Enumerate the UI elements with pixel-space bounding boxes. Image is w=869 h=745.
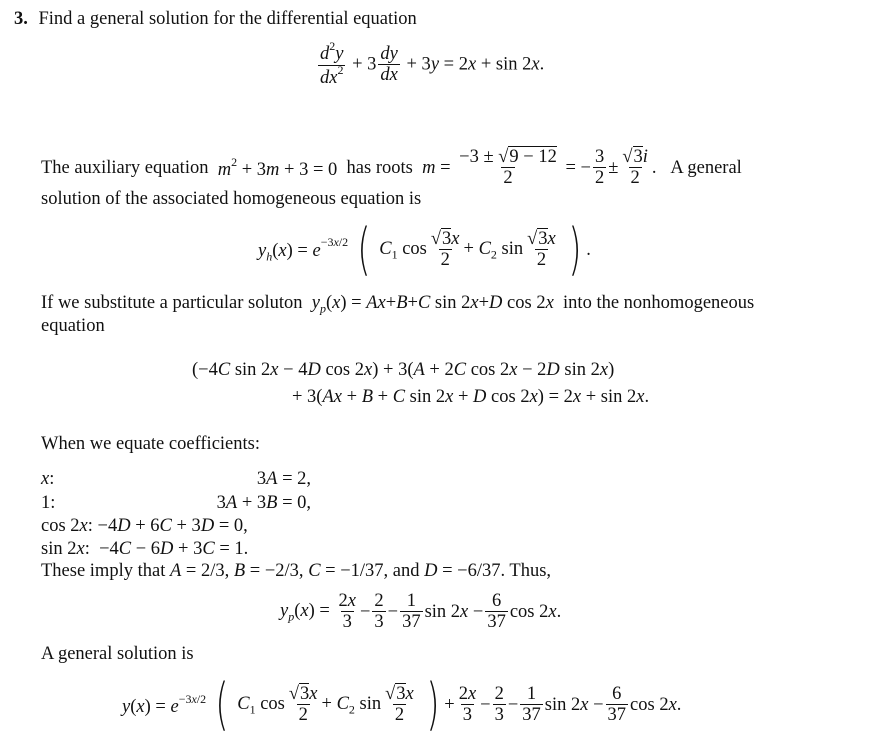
coef-row-const: 1: 3A + 3B = 0, <box>41 493 311 513</box>
equation-rest: + 3y = 2x + sin 2x. <box>406 54 545 75</box>
differential-equation <box>316 39 545 88</box>
coef-row-cos: cos 2x: −4D + 6C + 3D = 0, <box>41 516 248 536</box>
auxiliary-paragraph-line2: solution of the associated homogeneous equation is <box>41 189 422 209</box>
equation-coef: + 3 <box>352 54 377 75</box>
problem-statement: Find a general solution for the differential equation <box>38 9 417 29</box>
coefficients-intro: When we equate coefficients: <box>41 434 260 454</box>
second-derivative-fraction: $\frac{d^2y}{dx^2}$ <box>320 39 344 88</box>
problem-header <box>14 10 417 29</box>
yp-trial-expression: $y_p(x) = Ax+B+C$ sin 2x+D cos 2x <box>311 293 554 316</box>
coefficients-conclusion: These imply that A = 2/3, B = −2/3, C = −1/37, and D = −6/37. Thus, <box>41 561 552 581</box>
homogeneous-solution: $y_h(x) = e^{-3x/2}$ ( $C_1$ cos $\frac{√3x}{2}$ + $C_2$ sin $\frac{√3x}{2}$ ) . <box>258 217 591 282</box>
substitution-line1: (−4C sin 2x − 4D cos 2x) + 3(A + 2C cos 2x − 2D sin 2x) <box>192 360 615 380</box>
coef-row-x: x: 3A = 2, <box>41 469 311 489</box>
first-derivative-fraction: $\frac{dy}{dx}$ <box>380 43 398 86</box>
general-solution-intro: A general solution is <box>41 644 194 664</box>
problem-number: 3. <box>14 9 28 29</box>
particular-intro-line2: equation <box>41 316 105 336</box>
auxiliary-paragraph-line1: The auxiliary equation $m^2 + 3m + 3 = 0$ has roots m = $\frac{-3 \pm √9 - 12}{2}$ = − $\frac{3}{2}$ ± $\frac{√3i}{2}$ . A general <box>41 147 742 189</box>
aux-equation: $m^2 + 3m + 3 = 0$ <box>217 154 342 180</box>
aux-text-mid: has roots <box>346 158 413 179</box>
imag-part-fraction: $\frac{√3i}{2}$ <box>622 147 648 189</box>
particular-intro-line1: If we substitute a particular soluton $y_p(x) = Ax+B+C$ sin 2x+D cos 2x into the nonhomogeneous <box>41 293 755 316</box>
substitution-line2: + 3(Ax + B + C sin 2x + D cos 2x) = 2x + sin 2x. <box>292 387 650 407</box>
real-part-fraction: $\frac{3}{2}$ <box>594 147 605 189</box>
roots-fraction: $\frac{-3 \pm √9 - 12}{2}$ <box>459 147 557 189</box>
coef-row-sin: sin 2x: −4C − 6D + 3C = 1. <box>41 539 249 559</box>
aux-text-before: The auxiliary equation <box>41 158 209 179</box>
particular-solution: $y_p(x)$ = $\frac{2x}{3}$ − $\frac{2}{3}$ − $\frac{1}{37}$ sin 2x − $\frac{6}{37}$ cos 2x. <box>280 591 562 633</box>
general-solution: $y(x) = e^{-3x/2}$ ( $C_1$ cos $\frac{√3x}{2}$ + $C_2$ sin $\frac{√3x}{2}$ ) + $\frac{2x}{3}$ − $\frac{2}{3}$ − $\frac{1}{37}$ sin 2x − $\frac{6}{37}$ cos 2x. <box>122 672 682 737</box>
aux-text-after: A general <box>670 158 742 179</box>
